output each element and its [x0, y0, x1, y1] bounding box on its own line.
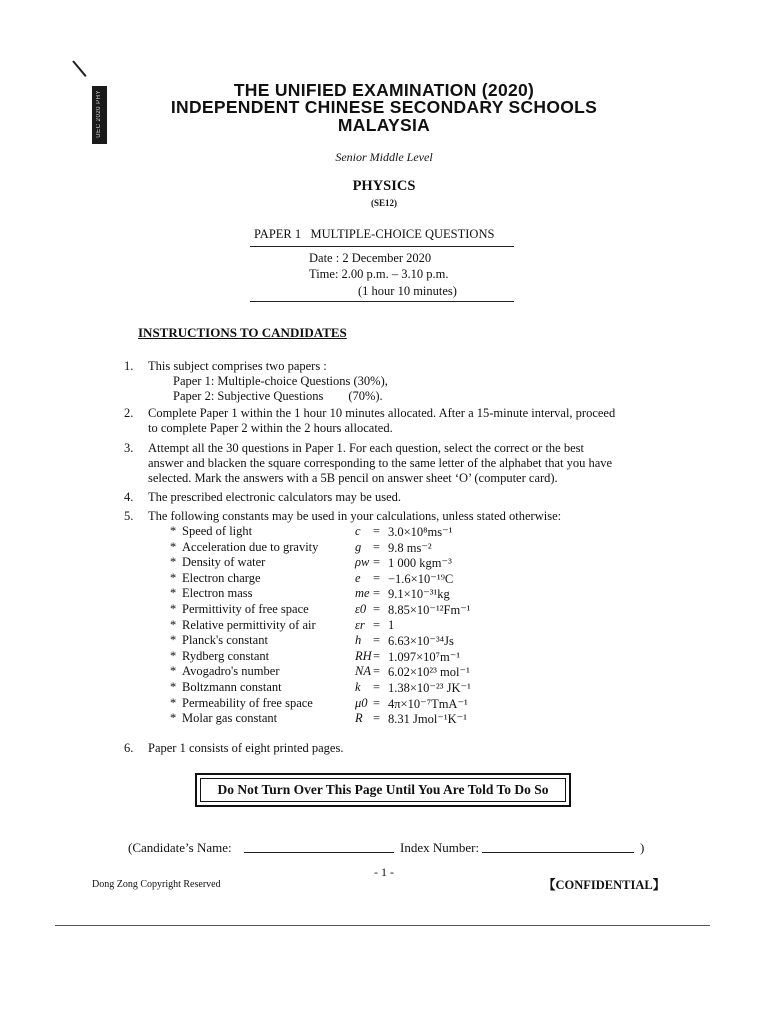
constant-value: 9.8 ms⁻²: [388, 540, 432, 555]
constant-symbol: RH: [355, 648, 372, 663]
constant-symbol: g: [355, 539, 362, 554]
instruction-line: The following constants may be used in your calculations, unless stated otherwise:: [148, 509, 562, 523]
instruction-line: This subject comprises two papers :: [148, 359, 327, 373]
constant-bullet: *: [170, 524, 177, 538]
constant-row: [170, 540, 510, 556]
instruction-line: selected. Mark the answers with a 5B pencil on answer sheet ‘O’ (computer card).: [148, 471, 558, 485]
constant-row: [170, 586, 510, 602]
constant-name: Permittivity of free space: [182, 602, 309, 616]
constant-bullet: *: [170, 648, 177, 663]
constant-name: Boltzmann constant: [182, 680, 282, 694]
constant-equals: =: [373, 648, 381, 663]
constant-value: 8.31 Jmol⁻¹K⁻¹: [388, 712, 468, 727]
constant-row: [170, 618, 510, 634]
constant-equals: =: [373, 602, 381, 616]
item-number: 6.: [124, 741, 134, 755]
instruction-line: The prescribed electronic calculators may be used.: [148, 490, 402, 504]
confidential-label: 【CONFIDENTIAL】: [543, 878, 666, 892]
constant-name: Electron charge: [182, 570, 261, 585]
constant-equals: =: [373, 524, 381, 538]
constant-equals: =: [373, 664, 381, 679]
constant-row: [170, 696, 510, 712]
constant-bullet: *: [170, 711, 177, 726]
constant-value: 1.097×10⁷m⁻¹: [388, 649, 461, 664]
constant-equals: =: [373, 695, 381, 710]
constant-bullet: *: [170, 664, 177, 679]
level-label: Senior Middle Level: [335, 150, 433, 164]
constant-name: Relative permittivity of air: [182, 617, 316, 632]
index-number-field[interactable]: [482, 852, 634, 853]
exam-title: THE UNIFIED EXAMINATION (2020): [233, 80, 535, 100]
instruction-line: Attempt all the 30 questions in Paper 1. For each question, select the correct or the best: [148, 441, 584, 455]
constant-symbol: me: [355, 586, 370, 601]
constant-value: 4π×10⁻⁷TmA⁻¹: [388, 696, 468, 711]
constant-bullet: *: [170, 539, 177, 554]
constant-name: Avogadro's number: [182, 664, 280, 679]
constant-row: [170, 633, 510, 649]
constant-equals: =: [373, 617, 381, 632]
item-number: 5.: [124, 509, 134, 523]
constant-symbol: ρw: [355, 555, 370, 570]
constant-symbol: μ0: [355, 695, 368, 710]
item-number: 4.: [124, 490, 134, 504]
constant-row: [170, 664, 510, 680]
constant-name: Permeability of free space: [182, 695, 313, 710]
constant-row: [170, 680, 510, 696]
constant-equals: =: [373, 711, 381, 726]
constant-equals: =: [373, 680, 381, 694]
constant-symbol: k: [355, 680, 361, 694]
constant-symbol: h: [355, 633, 362, 648]
candidate-name-label: (Candidate’s Name:: [128, 840, 232, 855]
constant-symbol: NA: [355, 664, 371, 679]
constant-value: 8.85×10⁻¹²Fm⁻¹: [388, 603, 471, 617]
footer-rule: [55, 925, 710, 926]
constant-value: 6.63×10⁻³⁴Js: [388, 634, 454, 649]
index-number-label: Index Number:: [400, 840, 480, 855]
constant-symbol: εr: [355, 617, 365, 632]
notice-box: [195, 773, 571, 807]
school-title: INDEPENDENT CHINESE SECONDARY SCHOOLS: [170, 97, 598, 117]
paper-rule-bottom: [250, 301, 514, 302]
closing-paren: ): [640, 840, 645, 855]
instructions-heading: INSTRUCTIONS TO CANDIDATES: [138, 325, 347, 340]
instruction-line: Paper 2: Subjective Questions (70%).: [173, 389, 383, 403]
constant-value: 1.38×10⁻²³ JK⁻¹: [388, 681, 471, 695]
country-title: MALAYSIA: [337, 115, 431, 135]
corner-mark: [72, 60, 86, 77]
item-number: 1.: [124, 359, 134, 373]
constant-bullet: *: [170, 555, 177, 570]
copyright-text: Dong Zong Copyright Reserved: [92, 879, 221, 890]
constant-name: Density of water: [182, 555, 266, 570]
constant-bullet: *: [170, 633, 177, 648]
constant-row: [170, 555, 510, 571]
instruction-line: answer and blacken the square corresponding to the same letter of the alphabet that you have: [148, 456, 613, 470]
page-number: - 1 -: [374, 865, 394, 879]
constant-value: 1: [388, 617, 395, 632]
exam-time: Time: 2.00 p.m. – 3.10 p.m.: [309, 267, 449, 281]
item-number: 2.: [124, 406, 134, 420]
constant-name: Electron mass: [182, 586, 253, 601]
exam-duration: (1 hour 10 minutes): [358, 284, 457, 298]
constant-bullet: *: [170, 695, 177, 710]
constant-name: Speed of light: [182, 524, 253, 538]
constant-symbol: c: [355, 524, 361, 538]
constant-value: −1.6×10⁻¹⁹C: [388, 571, 454, 586]
instruction-line: Paper 1 consists of eight printed pages.: [148, 741, 344, 755]
constant-name: Planck's constant: [182, 633, 268, 648]
subject-title: PHYSICS: [352, 178, 416, 194]
constant-bullet: *: [170, 617, 177, 632]
notice-text: Do Not Turn Over This Page Until You Are Told To Do So: [200, 778, 566, 802]
instruction-line: Paper 1: Multiple-choice Questions (30%),: [173, 374, 388, 388]
constant-bullet: *: [170, 602, 177, 616]
constant-name: Acceleration due to gravity: [182, 539, 319, 554]
constant-equals: =: [373, 555, 381, 570]
item-number: 3.: [124, 441, 134, 455]
instruction-line: Complete Paper 1 within the 1 hour 10 minutes allocated. After a 15-minute interval, proceed: [148, 406, 616, 420]
instruction-line: to complete Paper 2 within the 2 hours allocated.: [148, 421, 393, 435]
constant-row: [170, 571, 510, 587]
constant-equals: =: [373, 539, 381, 554]
constant-name: Molar gas constant: [182, 711, 278, 726]
constant-value: 9.1×10⁻³¹kg: [388, 587, 450, 602]
constant-bullet: *: [170, 680, 177, 694]
constant-equals: =: [373, 570, 381, 585]
paper-title: PAPER 1 MULTIPLE-CHOICE QUESTIONS: [254, 227, 495, 241]
constant-value: 1 000 kgm⁻³: [388, 556, 452, 571]
constant-row: [170, 649, 510, 665]
constant-symbol: e: [355, 570, 361, 585]
exam-date: Date : 2 December 2020: [309, 251, 432, 265]
candidate-name-field[interactable]: [244, 852, 394, 853]
paper-rule-top: [250, 246, 514, 247]
constant-equals: =: [373, 633, 381, 648]
subject-code: (SE12): [370, 198, 397, 208]
constant-name: Rydberg constant: [182, 648, 270, 663]
constant-row: [170, 711, 510, 727]
constant-value: 3.0×10⁸ms⁻¹: [388, 525, 453, 539]
constant-bullet: *: [170, 586, 177, 601]
constant-row: [170, 524, 510, 540]
constant-bullet: *: [170, 570, 177, 585]
side-tab-label: UEC 2020 PHY: [96, 90, 102, 138]
constant-row: [170, 602, 510, 618]
constant-equals: =: [373, 586, 381, 601]
constant-value: 6.02×10²³ mol⁻¹: [388, 665, 470, 680]
constant-symbol: R: [355, 711, 363, 726]
constant-symbol: ε0: [355, 602, 367, 616]
